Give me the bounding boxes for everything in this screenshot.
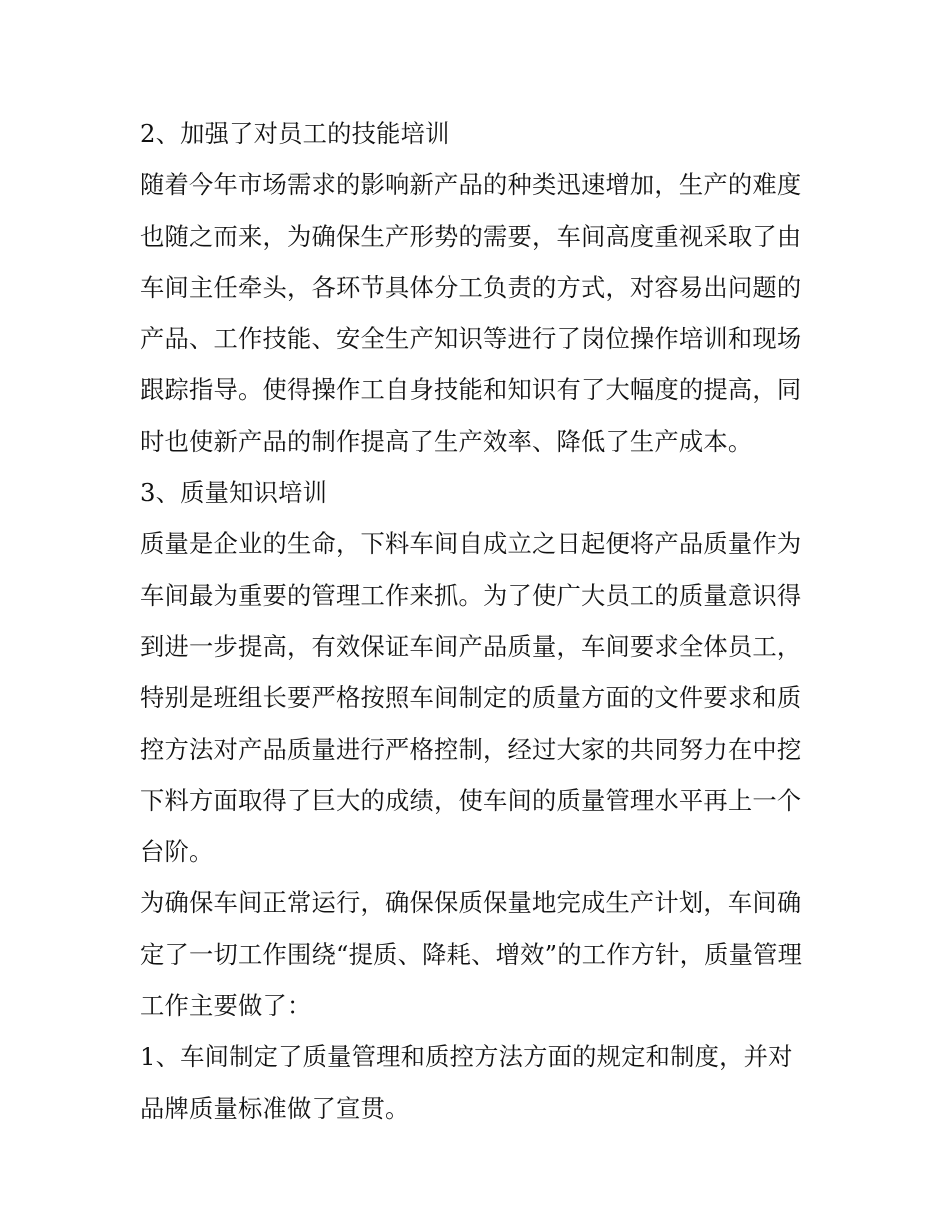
paragraph-line: 产品、工作技能、安全生产知识等进行了岗位操作培训和现场 [140,324,802,354]
paragraph-line: 工作主要做了： [140,991,312,1021]
paragraph-line: 到进一步提高，有效保证车间产品质量，车间要求全体员工， [140,631,802,661]
list-item-line: 1、车间制定了质量管理和质控方法方面的规定和制度，并对 [140,1042,793,1072]
section-heading-quality-training: 3、质量知识培训 [140,478,328,508]
paragraph-line: 控方法对产品质量进行严格控制，经过大家的共同努力在中挖 [140,734,802,764]
document-page [140,108,812,1134]
paragraph-line: 车间主任牵头，各环节具体分工负责的方式，对容易出问题的 [140,272,802,302]
paragraph-line: 下料方面取得了巨大的成绩，使车间的质量管理水平再上一个 [140,785,802,815]
paragraph-line: 也随之而来，为确保生产形势的需要，车间高度重视采取了由 [140,221,802,251]
paragraph-line: 时也使新产品的制作提高了生产效率、降低了生产成本。 [140,426,753,456]
paragraph-line: 台阶。 [140,837,214,867]
paragraph-line: 定了一切工作围绕“提质、降耗、增效”的工作方针，质量管理 [140,939,803,969]
section-heading-skill-training: 2、加强了对员工的技能培训 [140,119,450,148]
paragraph-line: 车间最为重要的管理工作来抓。为了使广大员工的质量意识得 [140,580,802,610]
paragraph-line: 特别是班组长要严格按照车间制定的质量方面的文件要求和质 [140,683,802,713]
paragraph-line: 为确保车间正常运行，确保保质保量地完成生产计划，车间确 [140,888,802,918]
paragraph-line: 随着今年市场需求的影响新产品的种类迅速增加，生产的难度 [140,170,802,200]
paragraph-line: 质量是企业的生命，下料车间自成立之日起便将产品质量作为 [140,529,802,559]
paragraph-line: 跟踪指导。使得操作工自身技能和知识有了大幅度的提高，同 [140,375,802,405]
list-item-line: 品牌质量标准做了宣贯。 [140,1093,410,1123]
